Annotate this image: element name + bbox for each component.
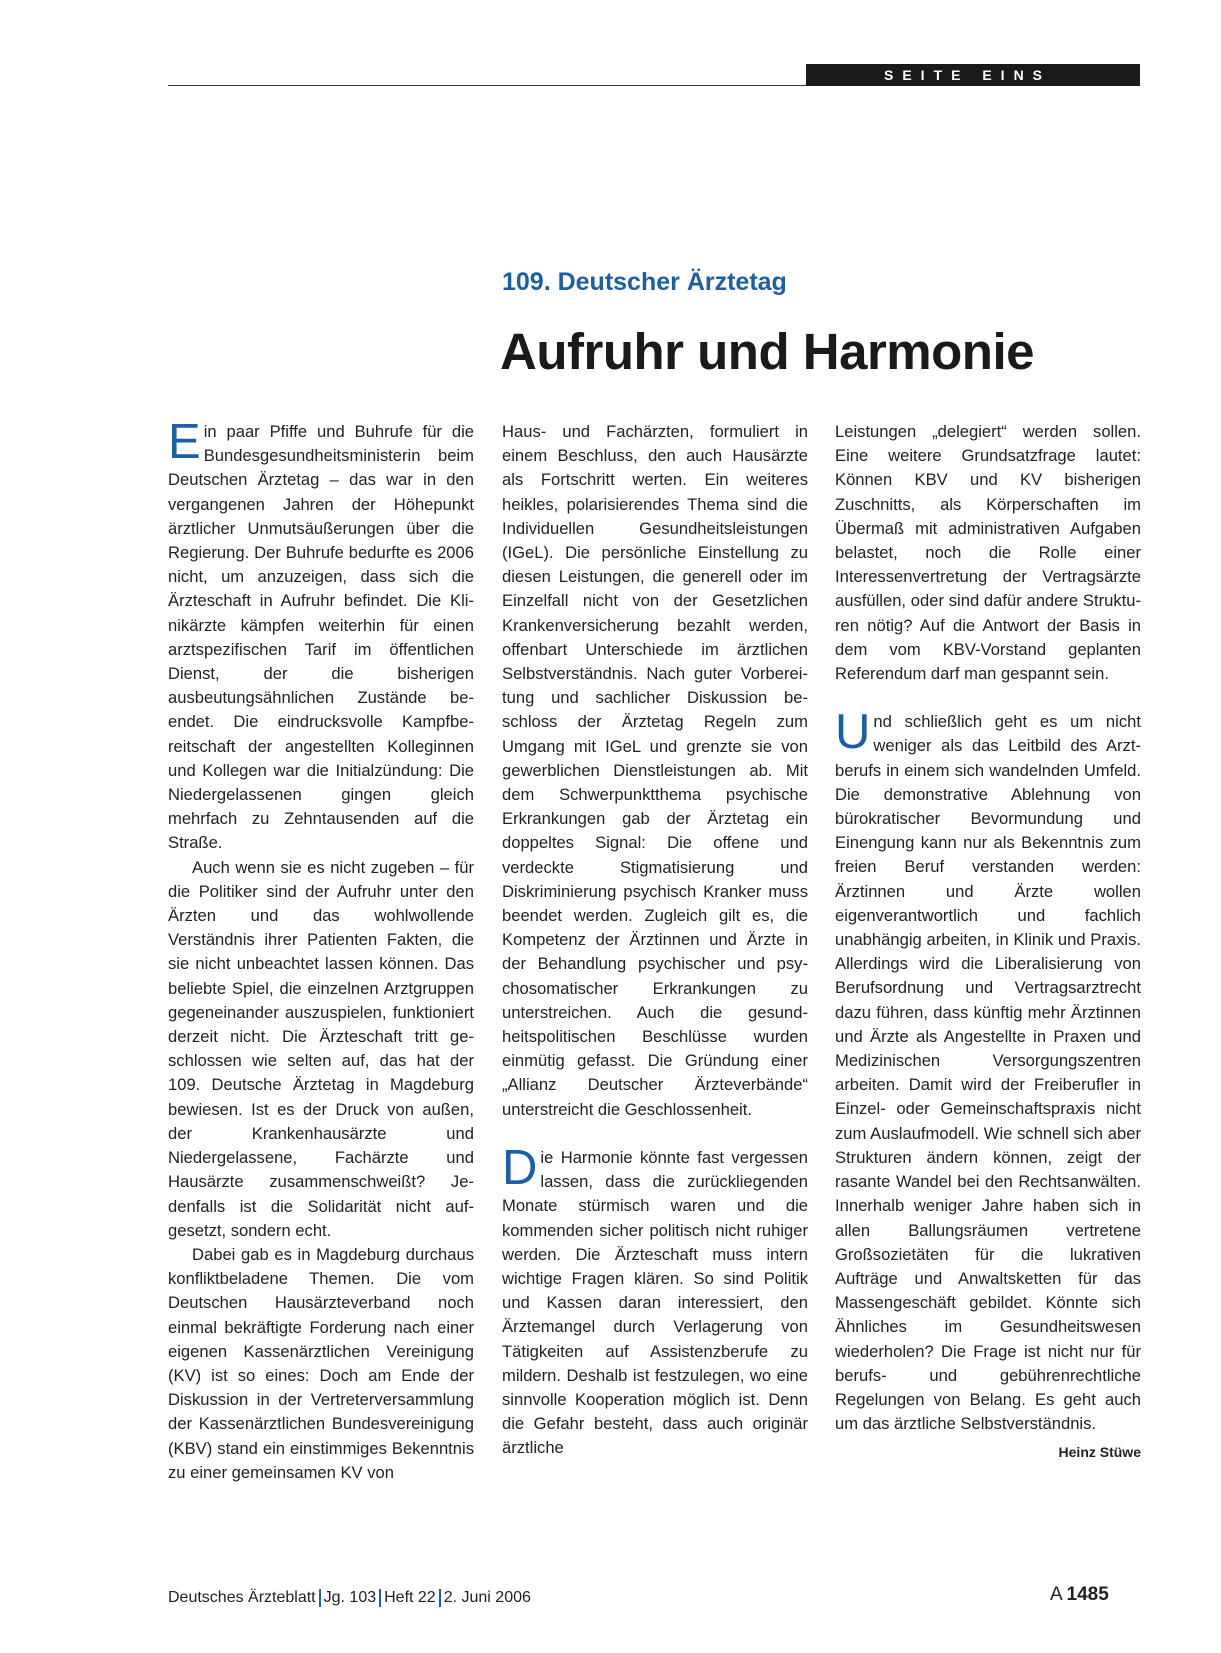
article-kicker: 109. Deutscher Ärztetag bbox=[502, 268, 787, 296]
issue: Heft 22 bbox=[384, 1589, 436, 1607]
paragraph: Leistungen „delegiert“ werden sollen. Eine weitere Grundsatzfrage lautet: Können KBV und KV bisherigen Zuschnitts, als Körperschaften im Übermaß mit administrativen Aufgaben belastet, noch die Rolle einer Interessenvertretung der Vertragsärzte ausfüllen, oder sind dafür andere Strukturen nötig? Auf die Antwort der Basis in dem vom KBV-Vorstand geplanten Referendum darf man gespannt sein. bbox=[835, 422, 1141, 684]
page-number-value: 1485 bbox=[1066, 1584, 1109, 1605]
separator bbox=[319, 1589, 321, 1607]
drop-cap: E bbox=[168, 415, 201, 469]
publication-name: Deutsches Ärzteblatt bbox=[168, 1589, 316, 1607]
paragraph: Haus- und Fachärzten, formuliert in einem Beschluss, den auch Hausärzte als Fortschritt werten. Ein weiteres heikles, polarisierendes Thema sind die Individuellen Gesundheitsleistungen (IGeL). Die persönliche Einstellung zu diesen Leistungen, die generell oder im Einzelfall nicht von der Gesetzlichen Krankenversicherung bezahlt werden, offenbart Unterschiede im ärztlichen Selbstverständnis. Nach guter Vorbereitung und sachlicher Diskussion beschloss der Ärztetag Regeln zum Umgang mit IGeL und grenzte sie von gewerblichen Dienstleistungen ab. Mit dem Schwerpunktthema psychische Erkrankungen gab der Ärztetag ein doppeltes Signal: Die offene und verdeckte Stigmatisierung und Diskriminierung psychisch Kranker muss beendet werden. Zugleich gilt es, die Kompetenz der Ärztinnen und Ärzte in der Behandlung psychischer und psychosomatischer Erkrankungen zu unterstreichen. Auch die gesundheitspolitischen Beschlüsse wurden einmütig gefasst. Die Gründung einer „Allianz Deutscher Ärzteverbände“ unterstreicht die Geschlossenheit. bbox=[502, 422, 808, 1119]
separator bbox=[439, 1589, 441, 1607]
footer-citation bbox=[168, 1589, 531, 1607]
column-2 bbox=[502, 420, 808, 1461]
column-3 bbox=[835, 420, 1141, 1465]
page-prefix: A bbox=[1050, 1584, 1063, 1605]
paragraph-text: ie Harmonie könnte fast vergessen lassen, dass die zurückliegenden Monate stürmisch waren und die kommenden sicher politisch nicht ruhiger werden. Die Ärzteschaft muss intern wichtige Fragen klären. So sind Politik und Kassen daran interessiert, den Ärztemangel durch Verlagerung von Tätigkeiten auf Assistenzberufe zu mildern. Deshalb ist festzulegen, wo eine sinnvolle Kooperation möglich ist. Denn die Gefahr besteht, dass auch originär ärztliche bbox=[502, 1147, 808, 1458]
article-headline: Aufruhr und Harmonie bbox=[500, 323, 1034, 380]
author-byline: Heinz Stüwe bbox=[1058, 1444, 1141, 1461]
paragraph bbox=[168, 415, 474, 856]
paragraph: Dabei gab es in Magdeburg durchaus konfliktbeladene Themen. Die vom Deutschen Hausärzteverband noch einmal bekräftigte Forderung nach einer eigenen Kassenärztlichen Vereinigung (KV) ist so eines: Doch am Ende der Diskussion in der Vertreterversammlung der Kassenärztlichen Bundesvereinigung (KBV) stand ein einstimmiges Bekenntnis zu einer gemeinsamen KV von bbox=[168, 1244, 474, 1482]
issue-date: 2. Juni 2006 bbox=[443, 1589, 531, 1607]
drop-cap: U bbox=[835, 705, 871, 760]
paragraph-text: nd schließlich geht es um nicht weniger als das Leitbild des Arztberufs in einem sich wandelnden Umfeld. Die demonstrative Ablehnung von bürokratischer Bevormundung und Einengung kann nur als Bekenntnis zum freien Beruf verstanden werden: Ärztinnen und Ärzte wollen eigenverantwortlich und fachlich unabhängig arbeiten, in Klinik und Praxis. Allerdings wird die Liberalisierung von Berufsordnung und Vertragsarztrecht dazu führen, dass künftig mehr Ärztinnen und Ärzte als Angestellte in Praxen und Medizinischen Versorgungszentren arbeiten. Damit wird der Freiberufler in Einzel- oder Gemeinschaftspraxis nicht zum Auslaufmodell. Wie schnell sich aber Strukturen ändern können, zeigt der rasante Wandel bei den Rechtsanwälten. Innerhalb weniger Jahre haben sich in allen Ballungsräumen vertretene Großsozietäten für die lukrativen Aufträge und Anwaltsketten für das Massengeschäft gebildet. Könnte sich Ähnliches im Gesundheitswesen wiederholen? Die Frage ist nicht nur für berufs- und gebührenrechtliche Regelungen von Belang. Es geht auch um das ärztliche Selbstverständnis. bbox=[835, 712, 1141, 1434]
paragraph: Auch wenn sie es nicht zugeben – für die Politiker sind der Aufruhr unter den Ärzten und das wohlwollende Verständnis ihrer Patienten Fakten, die sie nicht unbeachtet lassen können. Das beliebte Spiel, die einzelnen Arztgruppen gegeneinander auszuspielen, funktioniert derzeit nicht. Die Ärzteschaft tritt geschlossen wie selten auf, das hat der 109. Deutsche Ärztetag in Magdeburg bewiesen. Ist es der Druck von außen, der Krankenhausärzte und Niedergelassene, Fachärzte und Hausärzte zusammenschweißt? Jedenfalls ist die Solidarität nicht aufgesetzt, sondern echt. bbox=[168, 857, 474, 1240]
volume: Jg. 103 bbox=[323, 1589, 377, 1607]
paragraph bbox=[502, 1140, 808, 1461]
section-label: SEITE EINS bbox=[806, 64, 1140, 86]
column-1 bbox=[168, 415, 474, 1485]
paragraph bbox=[835, 705, 1141, 1461]
separator bbox=[379, 1589, 381, 1607]
paragraph-text: in paar Pfiffe und Buhrufe für die Bundesgesundheitsministerin beim Deutschen Ärztetag – das war in den vergangenen Jahren der Höhepunkt ärztlicher Unmutsäußerungen über die Regierung. Der Buhrufe bedurfte es 2006 nicht, um anzuzeigen, dass sich die Ärzteschaft in Aufruhr befindet. Die Klinikärzte kämpfen weiterhin für einen arztspezifischen Tarif im öffentlichen Dienst, der die bisherigen ausbeutungsähnlichen Zustände beendet. Die eindrucksvolle Kampfbereitschaft der angestellten Kolleginnen und Kollegen war die Initialzündung: Die Niedergelassenen gingen gleich mehrfach zu Zehntausenden auf die Straße. bbox=[168, 422, 474, 853]
page-number bbox=[1050, 1584, 1109, 1606]
drop-cap: D bbox=[502, 1140, 538, 1195]
